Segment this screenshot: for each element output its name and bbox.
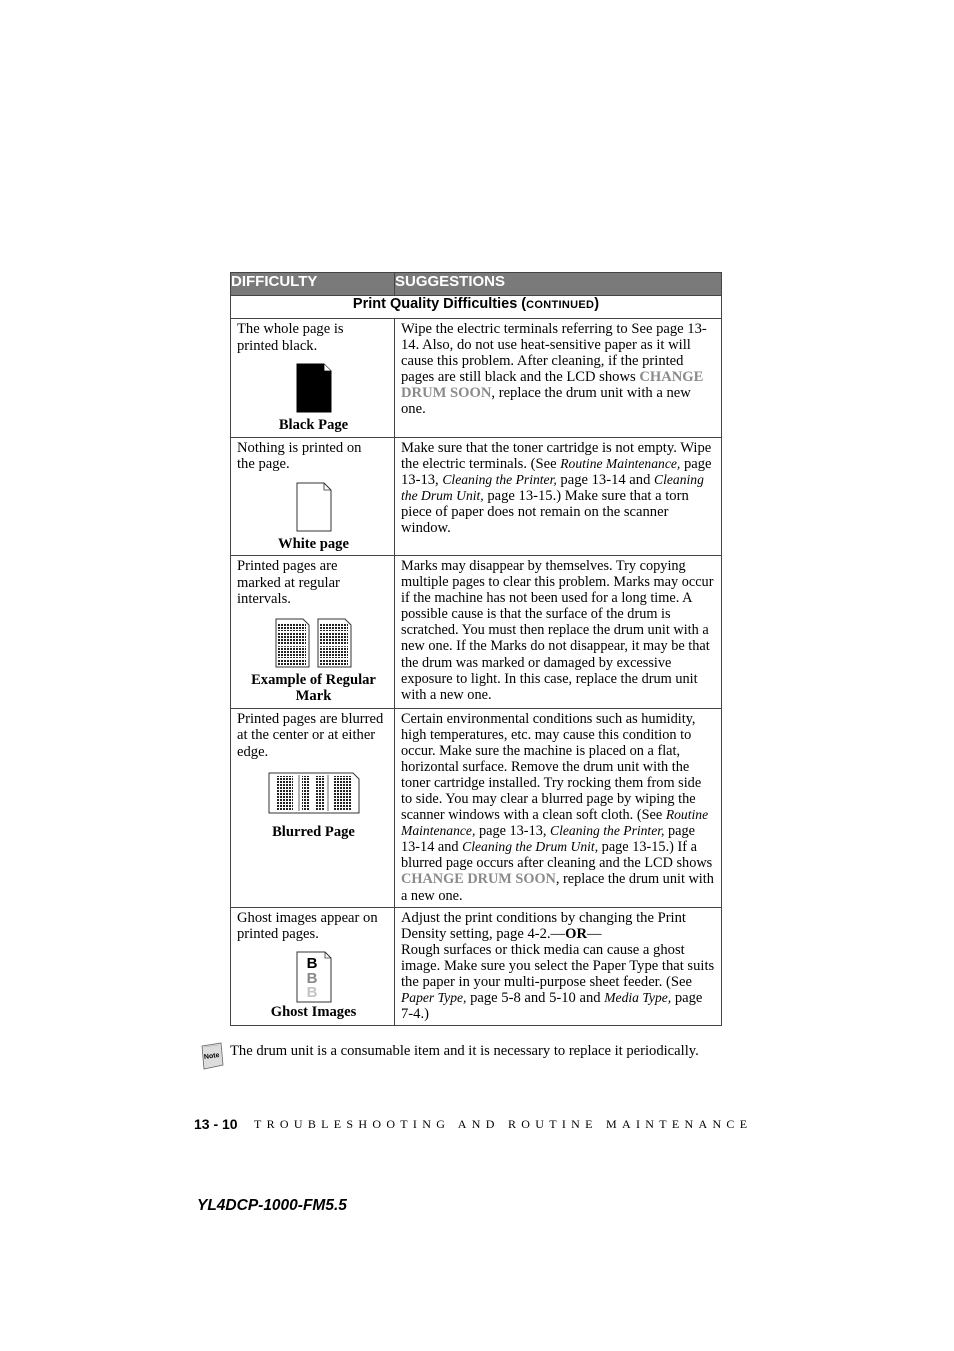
difficulty-cell	[231, 437, 395, 556]
difficulty-text: Nothing is printed on the page.	[237, 439, 362, 472]
suggestion-cell: Wipe the electric terminals referring to See page 13-14. Also, do not use heat-sensitive paper as it will cause this problem. After cleaning, if the printed pages are still black and the LCD shows CHANGE DRUM SOON, replace the drum unit with a new one.	[395, 319, 722, 438]
difficulty-cell	[231, 319, 395, 438]
suggestion-cell: Marks may disappear by themselves. Try copying multiple pages to clear this problem. Marks may occur if the machine has not been used for a long time. A possible cause is that the surface of the drum is scratched. You must then replace the drum unit with a new one. If the Marks do not disappear, it may be that the drum was marked or damaged by excessive exposure to light. In this case, replace the drum unit with a new one.	[395, 556, 722, 709]
table-row	[231, 708, 722, 907]
difficulty-text: Printed pages are blurred at the center or at either edge.	[237, 710, 384, 760]
difficulty-text: Printed pages are marked at regular intervals.	[237, 558, 340, 607]
section-title: Print Quality Difficulties (CONTINUED)	[231, 296, 722, 319]
difficulty-cell	[231, 907, 395, 1026]
ghost-image-illustration	[237, 951, 390, 1003]
table-row	[231, 556, 722, 709]
ghost-letter-faint: B	[306, 983, 317, 1001]
lcd-message: CHANGE DRUM SOON	[401, 369, 704, 402]
blurred-page-illustration	[237, 772, 390, 814]
ghost-letter: B	[306, 954, 317, 972]
figure-caption: White page	[278, 535, 349, 552]
difficulty-text: Ghost images appear on printed pages.	[237, 909, 378, 943]
figure-caption: Ghost Images	[270, 1003, 357, 1020]
regular-mark-illustration	[237, 618, 390, 668]
note-icon	[199, 1041, 225, 1071]
document-id: YL4DCP-1000-FM5.5	[197, 1197, 347, 1214]
table-row	[231, 319, 722, 438]
difficulty-cell	[231, 708, 395, 907]
chapter-title: TROUBLESHOOTING AND ROUTINE MAINTENANCE	[254, 1117, 753, 1131]
ghost-letter-echo: B	[306, 969, 317, 987]
section-row	[231, 296, 722, 319]
table-row	[231, 437, 722, 556]
difficulty-cell	[231, 556, 395, 709]
table-header-row	[231, 273, 722, 296]
white-page-illustration	[237, 482, 390, 532]
table-row	[231, 907, 722, 1026]
figure-caption: Black Page	[278, 417, 349, 433]
note-block	[199, 1041, 729, 1071]
page-number: 13 - 10	[194, 1116, 238, 1132]
suggestions-column-header: SUGGESTIONS	[395, 273, 722, 296]
lcd-message: CHANGE DRUM SOON	[401, 871, 556, 888]
svg-text:Note: Note	[203, 1051, 220, 1062]
troubleshooting-table	[230, 272, 722, 1026]
figure-caption: Blurred Page	[272, 824, 355, 840]
page-footer	[194, 1116, 753, 1134]
suggestion-cell: Make sure that the toner cartridge is not empty. Wipe the electric terminals. (See Routine Maintenance, page 13-13, Cleaning the Printer, page 13-14 and Cleaning the Drum Unit, page 13-15.) Make sure that a torn piece of paper does not remain on the scanner window.	[395, 437, 722, 556]
figure-caption: Example of Regular Mark	[251, 671, 376, 704]
suggestion-cell: Adjust the print conditions by changing the Print Density setting, page 4-2.—OR— Rough surfaces or thick media can cause a ghost image. Make sure you select the Paper Type that suits the paper in your multi-purpose sheet feeder. (See Paper Type, page 5-8 and 5-10 and Media Type, page 7-4.)	[395, 907, 722, 1026]
difficulty-column-header: DIFFICULTY	[231, 273, 395, 296]
suggestion-cell: Certain environmental conditions such as humidity, high temperatures, etc. may cause this condition to occur. Make sure the machine is placed on a flat, horizontal surface. Remove the drum unit with the toner cartridge installed. Try rocking them from side to side. You may clear a blurred page by wiping the scanner windows with a clean soft cloth. (See Routine Maintenance, page 13-13, Cleaning the Printer, page 13-14 and Cleaning the Drum Unit, page 13-15.) If a blurred page occurs after cleaning and the LCD shows CHANGE DRUM SOON, replace the drum unit with a new one.	[395, 708, 722, 907]
note-text: The drum unit is a consumable item and it is necessary to replace it periodically.	[230, 1043, 699, 1059]
difficulty-text: The whole page is printed black.	[237, 321, 344, 354]
black-page-illustration	[237, 363, 390, 413]
